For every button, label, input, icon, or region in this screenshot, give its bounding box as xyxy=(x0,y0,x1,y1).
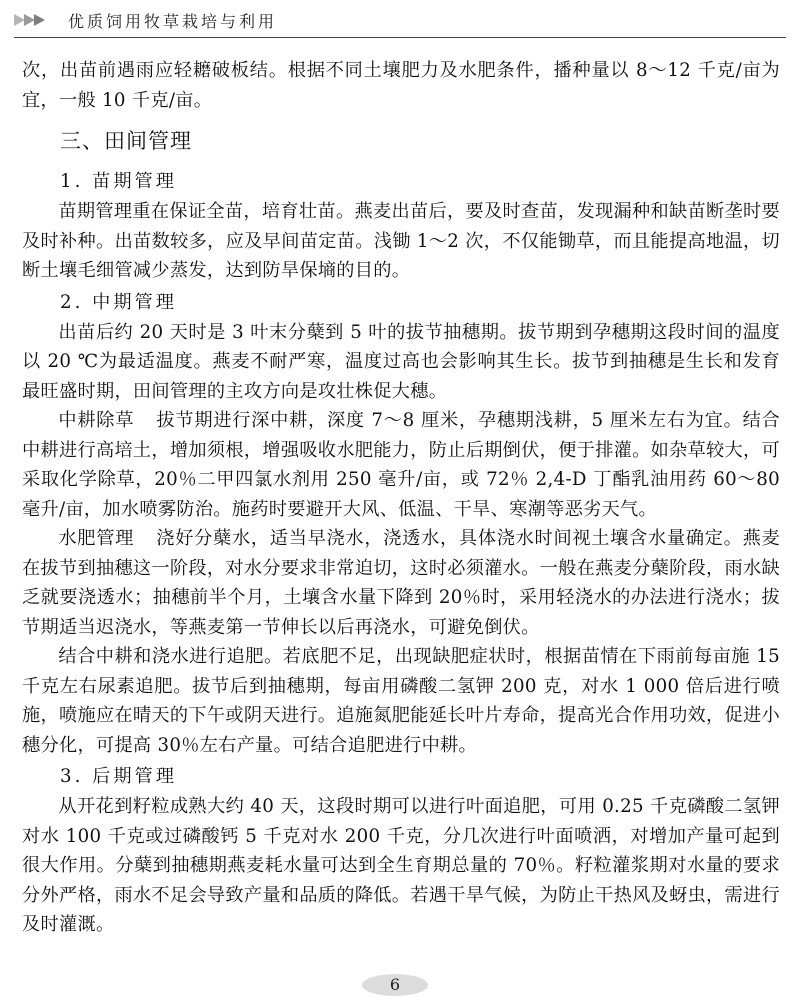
paragraph-water xyxy=(22,524,780,642)
water-lead: 水肥管理 xyxy=(58,528,135,549)
page-footer xyxy=(0,970,800,1000)
paragraph-early: 苗期管理重在保证全苗，培育壮苗。燕麦出苗后，要及时查苗，发现漏种和缺苗断垄时要及时补种。出苗数较多，应及早间苗定苗。浅锄 1～2 次，不仅能锄草，而且能提高地温，切断土壤毛细管减少蒸发，达到防旱保墒的目的。 xyxy=(22,201,780,281)
continued-paragraph: 次，出苗前遇雨应轻耱破板结。根据不同土壤肥力及水肥条件，播种量以 8～12 千克/亩为宜，一般 10 千克/亩。 xyxy=(22,60,780,111)
section-heading: 三、田间管理 xyxy=(60,129,192,153)
water-text: 浇好分蘖水，适当早浇水，浇透水，具体浇水时间视土壤含水量确定。燕麦在拔节到抽穗这一阶段，对水分要求非常迫切，这时必须灌水。一般在燕麦分蘖阶段，雨水缺乏就要浇透水；抽穗前半个月，土壤含水量下降到 20％时，采用轻浇水的办法进行浇水；拔节期适当迟浇水，等燕麦第一节伸长以后再浇水，可避免倒伏。 xyxy=(22,528,780,638)
page-body xyxy=(22,56,780,940)
weeding-lead: 中耕除草 xyxy=(58,410,135,431)
subsection-heading-middle: 2. 中期管理 xyxy=(60,291,177,313)
book-title: 优质饲用牧草栽培与利用 xyxy=(68,12,278,31)
subsection-heading-late: 3. 后期管理 xyxy=(60,766,177,787)
running-header xyxy=(0,0,800,40)
double-arrow-icon xyxy=(14,13,50,27)
paragraph-weeding xyxy=(22,406,780,524)
paragraph-late: 从开花到籽粒成熟大约 40 天，这段时期可以进行叶面追肥，可用 0.25 千克磷酸二氢钾对水 100 千克或过磷酸钙 5 千克对水 200 千克，分几次进行叶面喷洒，对增加产量可起到很大作用。分蘖到抽穗期燕麦耗水量可达到全生育期总量的 70％。籽粒灌浆期对水量的要求分外严格，雨水不足会导致产量和品质的降低。若遇干旱气候，为防止干热风及蚜虫，需进行及时灌溉。 xyxy=(22,796,780,935)
weeding-text: 拔节期进行深中耕，深度 7～8 厘米，孕穗期浅耕，5 厘米左右为宜。结合中耕进行高培土，增加须根，增强吸收水肥能力，防止后期倒伏，便于排灌。如杂草较大，可采取化学除草，20％二甲四氯水剂用 250 毫升/亩，或 72％ 2,4-D 丁酯乳油用药 60～80 毫升/亩，加水喷雾防治。施药时要避开大风、低温、干旱、寒潮等恶劣天气。 xyxy=(22,410,781,520)
subsection-heading-early: 1. 苗期管理 xyxy=(60,171,177,192)
paragraph-fertilize: 结合中耕和浇水进行追肥。若底肥不足，出现缺肥症状时，根据苗情在下雨前每亩施 15 千克左右尿素追肥。拔节后到抽穗期，每亩用磷酸二氢钾 200 克，对水 1 000 倍后进行喷施，喷施应在晴天的下午或阴天进行。追施氮肥能延长叶片寿命，提高光合作用功效，促进小穗分化，可提高 30％左右产量。可结合追肥进行中耕。 xyxy=(22,646,780,756)
page-number: 6 xyxy=(389,975,401,994)
paragraph-middle: 出苗后约 20 天时是 3 叶末分蘖到 5 叶的拔节抽穗期。拔节期到孕穗期这段时间的温度以 20 ℃为最适温度。燕麦不耐严寒，温度过高也会影响其生长。拔节到抽穗是生长和发育最旺盛时期，田间管理的主攻方向是攻壮株促大穗。 xyxy=(22,321,780,402)
header-divider xyxy=(14,37,786,38)
